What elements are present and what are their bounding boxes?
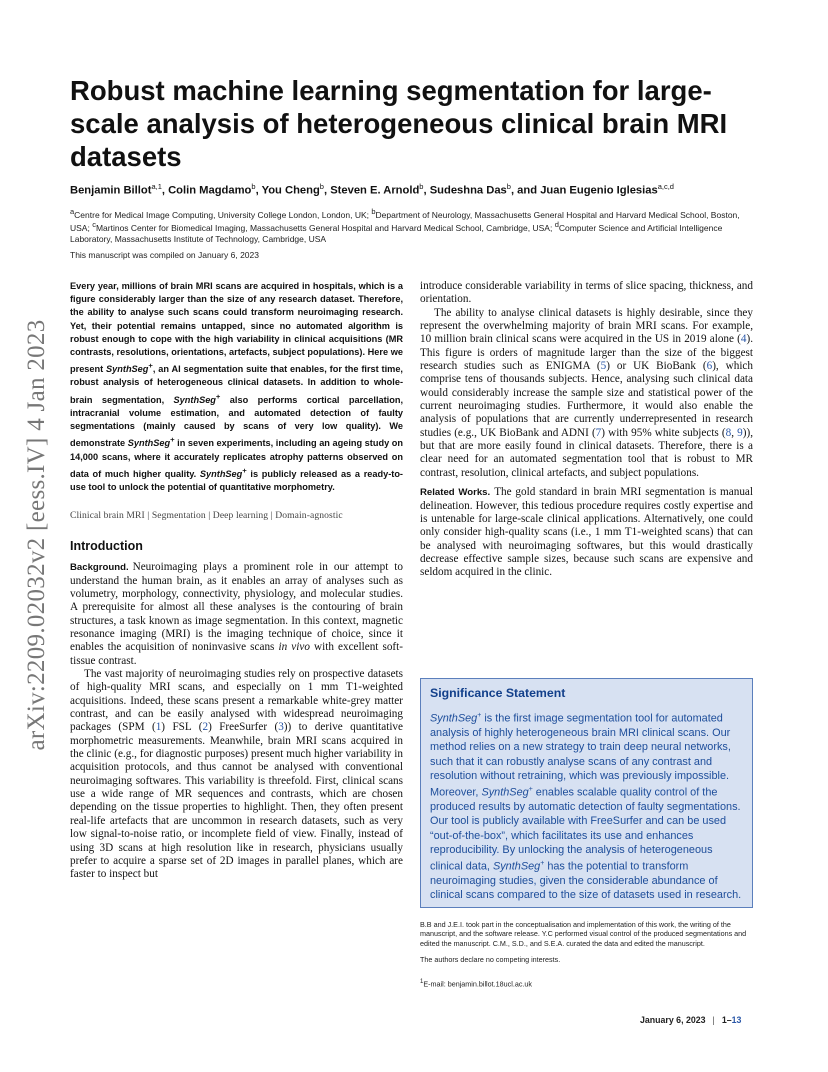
footer-date: January 6, 2023 xyxy=(640,1015,706,1025)
body-text: The gold standard in brain MRI segmentation is manual delineation. However, this tedious procedure requires costly expertise and is untenable for large-scale clinical applications. Alternatively, one could only consider high-quality scans (i.e., 1 mm T1-weighted scans) that can be analysed with neuroimaging softwares, but this would drastically decrease effective sample sizes, because such scans are expensive and seldom acquired in the clinic. xyxy=(420,486,753,579)
arxiv-id: arXiv:2209.02032v2 [eess.IV] 4 Jan 2023 xyxy=(23,319,50,751)
citation-link[interactable]: 4 xyxy=(740,333,747,346)
page-current: 1– xyxy=(721,1015,732,1025)
affil-sup: b xyxy=(371,207,376,216)
author-sup: b xyxy=(506,182,511,191)
author-sup: b xyxy=(251,182,256,191)
email-text: E-mail: benjamin.billot.18ucl.ac.uk xyxy=(423,979,533,989)
tool-name: SynthSeg xyxy=(430,712,478,725)
competing-interests: The authors declare no competing interests. xyxy=(420,955,561,964)
citation-link[interactable]: 2 xyxy=(202,721,209,734)
affil-sup: a xyxy=(70,207,75,216)
body-text: ) or UK BioBank ( xyxy=(606,360,707,373)
author-name: Steven E. Arnold xyxy=(330,184,420,197)
citation-link[interactable]: 1 xyxy=(155,721,162,734)
keywords: Clinical brain MRI | Segmentation | Deep learning | Domain-agnostic xyxy=(70,510,343,522)
body-text: ) FreeSurfer ( xyxy=(208,721,279,734)
citation-link[interactable]: 3 xyxy=(278,721,284,734)
tool-plus: + xyxy=(242,465,247,475)
body-paragraph xyxy=(420,307,753,480)
tool-name: SynthSeg xyxy=(173,394,216,405)
tool-name: SynthSeg xyxy=(199,468,243,479)
author-contributions: B.B and J.E.I. took part in the conceptualisation and implementation of this work, the writing of the manuscript, and the software release. Y.C performed visual control of the produced segmentations and edited the manuscript. C.M., S.D., and S.E.A. curated the data and edited the manuscript. xyxy=(420,920,747,948)
author-name: Benjamin Billot xyxy=(70,184,152,197)
author-sup: b xyxy=(319,182,324,191)
page-total-link[interactable]: 13 xyxy=(731,1015,742,1025)
author-list: Benjamin Billot$^{a,1}$, Colin Magdamo$^b$, You Cheng$^b$, Steven E. Arnold$^b$, Sudeshna Das$^b$, and Juan Eugenio Iglesias$^{a,c,d}$ xyxy=(70,182,674,197)
tool-plus: + xyxy=(170,435,175,445)
affiliations xyxy=(70,207,760,244)
affiliation: Martinos Center for Biomedical Imaging, Massachusetts General Hospital and Harvard Medical School, Cambridge, USA; xyxy=(95,223,555,234)
left-column xyxy=(70,280,403,882)
tool-plus: + xyxy=(477,712,482,719)
footer-separator: | xyxy=(712,1015,715,1025)
citation-link[interactable]: 8 xyxy=(725,426,732,439)
affiliation: Department of Neurology, Massachusetts General Hospital and Harvard Medical School, Boston, USA; xyxy=(70,209,740,234)
significance-body: enables scalable quality control of the produced results by automatic detection of faulty segmentations. Our tool is publicly available with FreeSurfer and can be used “out-of-the-box”, which facilitates its use and enhances reproducibility. By unlocking the analysis of heterogeneous clinical data, xyxy=(430,786,741,873)
body-text: ). This figure is orders of magnitude larger than the size of the biggest research studies such as ENIGMA ( xyxy=(420,333,753,373)
tool-plus: + xyxy=(528,786,533,794)
abstract-text: also performs cortical parcellation, intracranial volume estimation, and automated detection of faulty segmentations (mainly caused by scans of very low quality). We demonstrate xyxy=(70,394,403,449)
tool-name: SynthSeg xyxy=(492,860,541,873)
author-name: Juan Eugenio Iglesias xyxy=(540,184,658,197)
tool-name: SynthSeg xyxy=(127,438,171,449)
body-text: The ability to analyse clinical datasets is highly desirable, since they represent the overwhelming majority of brain MRI scans. For example, 10 million brain clinical scans were acquired in the US in 2019 alone ( xyxy=(420,306,753,346)
body-text: ) FSL ( xyxy=(161,721,203,734)
abstract-text: Every year, millions of brain MRI scans are acquired in hospitals, which is a figure considerably larger than the size of any research dataset. Therefore, the ability to analyse such scans could transform neuroimaging research. Yet, their potential remains untapped, since no automated algorithm is robust enough to cope with the high variability in clinical acquisitions (MR contrasts, resolutions, orientations, artefacts, subject populations). Here we present xyxy=(70,281,403,375)
affil-sup: d xyxy=(554,220,559,230)
significance-text xyxy=(430,709,743,903)
author-name: You Cheng xyxy=(261,184,320,197)
citation-link[interactable]: 7 xyxy=(595,426,602,439)
tool-plus: + xyxy=(215,391,221,401)
author-sup: b xyxy=(419,182,424,191)
page-number xyxy=(722,1015,742,1025)
body-text: ), which comprise tens of thousands subjects. Hence, analysing such clinical data would considerably increase the sample size and statistical power of the current neuroimaging studies. Furthermore, it would also enable the analysis of populations that are currently underrepresented in research studies (e.g., UK BioBank and ADNI ( xyxy=(420,360,753,439)
citation-link[interactable]: 9 xyxy=(737,426,743,439)
body-paragraph: introduce considerable variability in terms of slice spacing, thickness, and orientation. xyxy=(420,280,753,306)
body-text: ) with 95% white subjects ( xyxy=(601,426,726,439)
tool-name: SynthSeg xyxy=(106,364,149,375)
compiled-date: This manuscript was compiled on January 6, 2023 xyxy=(70,250,259,260)
abstract-text: in seven experiments, including an ageing study on 14,000 scans, where it accurately replicates atrophy patterns observed on data of much higher quality. xyxy=(70,438,403,479)
body-text: Neuroimaging plays a prominent role in our attempt to understand the human brain, as it enables an array of analyses such as volumetry, morphology, connectivity, physiology, and molecular studies. A prerequisite for almost all these analyses is the contouring of brain structures, a task known as image segmentation. In this context, magnetic resonance imaging (MRI) is the imaging technique of choice, since it enables the acquisition of noninvasive scans xyxy=(70,561,403,654)
author-name: Colin Magdamo xyxy=(168,184,252,197)
abstract xyxy=(70,280,403,494)
related-works-paragraph xyxy=(420,486,753,579)
footnote-mark: 1 xyxy=(420,979,424,985)
body-text: with excellent soft-tissue contrast. xyxy=(70,641,403,667)
abstract-text: , an AI segmentation suite that enables, for the first time, robust analysis of heterogeneous clinical datasets. In addition to whole-brain segmentation, xyxy=(70,364,403,405)
significance-body: is the first image segmentation tool for automated analysis of highly heterogeneous brain MRI clinical scans. Our method relies on a new strategy to train deep neural networks, such that it can robustly analyse scans of any contrast and resolution without retraining, which was previously impossible. Moreover, xyxy=(430,712,731,799)
runin-heading: Background. xyxy=(70,562,129,574)
author-sup: a,1 xyxy=(151,182,162,191)
body-text: )) to derive quantitative morphometric measurements. Meanwhile, brain MRI scans acquired in the clinic (e.g., for diagnostic purposes) present much higher variability in acquisition protocols, and thus cannot be analysed with conventional neuroimaging softwares. This variability is threefold. First, clinical scans use a wide range of MR sequences and contrasts, which are chosen depending on the tissue properties to highlight. Then, they often present real-life artefacts that are uncommon in research datasets, such as very low signal-to-noise ratio, or incomplete field of view. Finally, instead of using 3D scans at high resolution like in research, physicians usually prefer to acquire a sparse set of 2D images in parallel planes, which are faster to inspect but xyxy=(70,721,403,881)
runin-heading: Related Works. xyxy=(420,487,491,499)
tool-name: SynthSeg xyxy=(481,786,529,799)
italic-text: in vivo xyxy=(278,641,310,654)
citation-link[interactable]: 6 xyxy=(706,360,713,373)
author-sup: a,c,d xyxy=(657,182,674,191)
significance-body: has the potential to transform neuroimaging studies, given the considerable abundance of clinical scans compared to the size of datasets used in research. xyxy=(430,860,742,902)
page-footer xyxy=(640,1015,780,1025)
affiliation: Computer Science and Artificial Intelligence Laboratory, Massachusetts Institute of Technology, Cambridge, USA xyxy=(70,223,723,244)
significance-title: Significance Statement xyxy=(430,686,566,700)
background-paragraph xyxy=(70,561,403,668)
paper-title: Robust machine learning segmentation for large-scale analysis of heterogeneous clinical brain MRI datasets xyxy=(70,75,728,172)
section-heading-introduction: Introduction xyxy=(70,539,143,554)
abstract-text: is publicly released as a ready-to-use tool to unlock the potential of quantitative morphometry. xyxy=(70,468,403,493)
body-text: The vast majority of neuroimaging studies rely on prospective datasets of high-quality MRI scans, and especially on 1 mm T1-weighted acquisitions. Indeed, these scans present a remarkable white-grey matter contrast, and can be easily analysed with widespread neuroimaging packages (SPM ( xyxy=(70,668,403,734)
right-column xyxy=(420,280,753,580)
significance-box xyxy=(420,678,753,908)
tool-plus: + xyxy=(148,361,153,371)
tool-plus: + xyxy=(540,860,545,868)
author-name: Sudeshna Das xyxy=(429,184,507,197)
citation-link[interactable]: 5 xyxy=(600,360,607,373)
body-text: )), but that are more easily found in clinical datasets. Therefore, there is a clear need for an automated segmentation tool that is robust to MR contrast, resolution, clinical artefacts, and subject populations. xyxy=(420,426,753,479)
affiliation: Centre for Medical Image Computing, University College London, London, UK; xyxy=(74,209,372,220)
body-paragraph xyxy=(70,668,403,882)
body-text: , xyxy=(731,426,738,439)
email-note xyxy=(420,978,760,989)
affil-sup: c xyxy=(92,220,96,230)
arxiv-sidebar xyxy=(20,295,54,775)
